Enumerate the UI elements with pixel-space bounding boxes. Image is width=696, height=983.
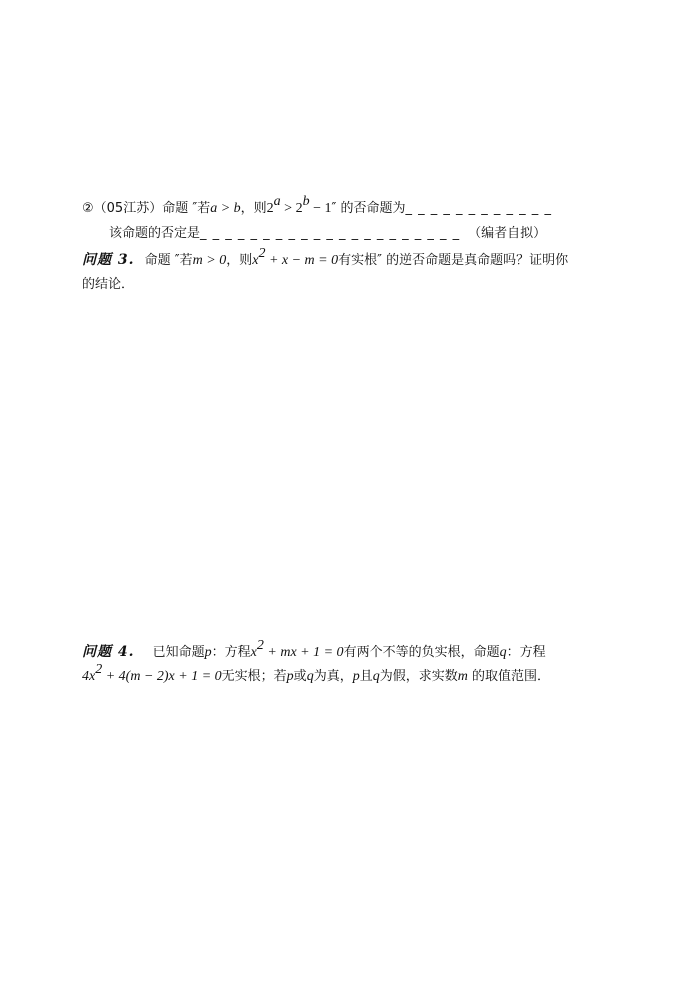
- item2-text-c: ″ 的否命题为: [331, 201, 406, 216]
- q4-line2: [82, 662, 550, 685]
- q4-text-j: 的取值范围．: [467, 669, 550, 684]
- q4-equation-1: $x^2$ + mx + 1 = 0: [250, 638, 344, 660]
- q4-text-c: 有两个不等的负实根，命题: [343, 645, 500, 660]
- item2-line2-text: 该命题的否定是: [109, 226, 201, 241]
- item2-answer-blank-2: _ _ _ _ _ _ _ _ _ _ _ _ _ _ _ _ _ _ _ _ _: [200, 226, 461, 241]
- q4-text-b: ：方程: [211, 645, 251, 660]
- item2-line1: [82, 194, 552, 217]
- item2-source: （05江苏）: [93, 201, 163, 216]
- q3-math-condition: m > 0: [192, 253, 227, 268]
- q4-heading: 问题 4.: [82, 644, 135, 660]
- q4-text-i: 为假，求实数: [379, 669, 458, 684]
- item2-answer-blank-1: _ _ _ _ _ _ _ _ _ _ _ _: [405, 201, 552, 216]
- q3-text-a: 命题 ″若: [144, 253, 193, 268]
- q3-line2-text: 的结论．: [82, 277, 135, 292]
- q4-text-h: 且: [359, 669, 373, 684]
- item2-marker: ②: [82, 201, 94, 216]
- q3-text-b: ，则: [226, 253, 253, 268]
- item2-text-b: ，则: [240, 201, 267, 216]
- q4-var-q-2: q: [306, 669, 314, 684]
- q3-text-c: 有实根″ 的逆否命题是真命题吗？证明你: [338, 253, 569, 268]
- q4-text-e: 无实根；若: [221, 669, 287, 684]
- q4-var-q-3: q: [372, 669, 380, 684]
- q4-var-q: q: [499, 645, 507, 660]
- q4-line1: [82, 638, 546, 661]
- q4-var-m: m: [457, 669, 468, 684]
- q4-equation-2: $4x^2 + 4(m - 2)x + 1 = 0$: [82, 662, 222, 684]
- q4-text-a: 已知命题: [152, 645, 205, 660]
- q4-text-f: 或: [293, 669, 307, 684]
- q4-var-p: p: [204, 645, 212, 660]
- q4-var-p-3: p: [352, 669, 360, 684]
- q4-text-g: 为真，: [313, 669, 353, 684]
- item2-text-a: 命题 ″若: [162, 201, 211, 216]
- q3-heading: 问题 3.: [82, 252, 135, 268]
- item2-math-condition: a > b: [210, 201, 241, 216]
- item2-math-conclusion: $2^a > 2^b - 1$: [266, 194, 332, 216]
- item2-note: （编者自拟）: [468, 226, 547, 241]
- q4-text-d: ：方程: [506, 645, 546, 660]
- item2-line2: [109, 226, 546, 242]
- q3-line2: [82, 277, 134, 293]
- q3-math-equation: $x^2 + x - m = 0$: [252, 246, 339, 268]
- q4-var-p-2: p: [286, 669, 294, 684]
- q3-line1: [82, 246, 569, 269]
